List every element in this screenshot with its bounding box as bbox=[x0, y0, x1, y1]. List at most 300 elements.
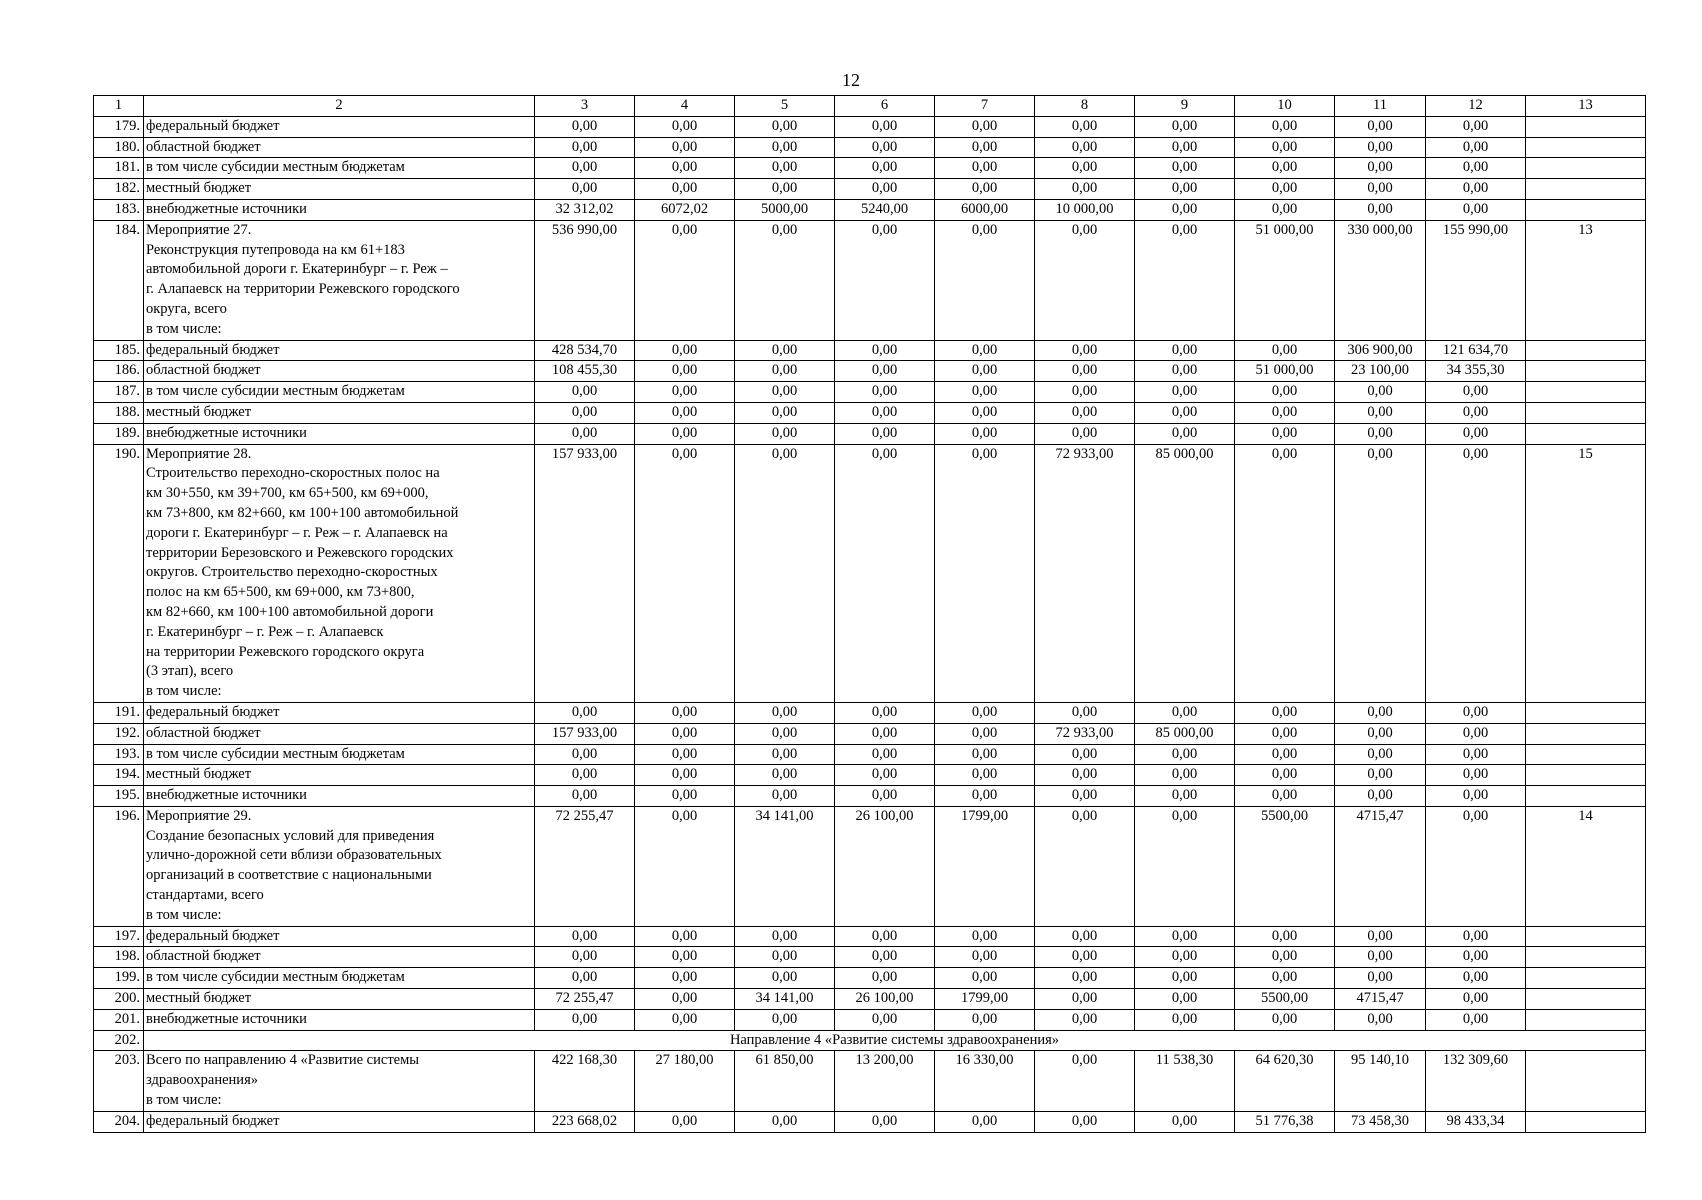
table-row bbox=[94, 444, 1646, 702]
value-cell: 0,00 bbox=[1235, 158, 1335, 179]
indicator-cell bbox=[1526, 137, 1646, 158]
indicator-cell bbox=[1526, 702, 1646, 723]
column-header: 5 bbox=[735, 96, 835, 117]
column-header: 3 bbox=[535, 96, 635, 117]
value-cell: 0,00 bbox=[635, 137, 735, 158]
row-number: 181. bbox=[94, 158, 144, 179]
value-cell: 73 458,30 bbox=[1335, 1111, 1426, 1132]
value-cell: 0,00 bbox=[535, 402, 635, 423]
row-name-line: в том числе субсидии местным бюджетам bbox=[146, 969, 405, 986]
value-cell: 0,00 bbox=[635, 744, 735, 765]
value-cell: 0,00 bbox=[1135, 382, 1235, 403]
indicator-cell bbox=[1526, 340, 1646, 361]
column-header: 12 bbox=[1426, 96, 1526, 117]
value-cell: 98 433,34 bbox=[1426, 1111, 1526, 1132]
value-cell: 0,00 bbox=[1035, 702, 1135, 723]
table-row bbox=[94, 1051, 1646, 1111]
row-name-line: (3 этап), всего bbox=[146, 663, 234, 680]
value-cell: 0,00 bbox=[1235, 402, 1335, 423]
indicator-cell bbox=[1526, 199, 1646, 220]
value-cell: 0,00 bbox=[635, 444, 735, 702]
value-cell: 0,00 bbox=[735, 968, 835, 989]
row-name-line: внебюджетные источники bbox=[146, 424, 307, 441]
value-cell: 0,00 bbox=[1235, 179, 1335, 200]
value-cell: 0,00 bbox=[835, 786, 935, 807]
value-cell: 0,00 bbox=[1235, 423, 1335, 444]
value-cell: 0,00 bbox=[635, 968, 735, 989]
value-cell: 51 776,38 bbox=[1235, 1111, 1335, 1132]
column-header: 6 bbox=[835, 96, 935, 117]
indicator-cell bbox=[1526, 1051, 1646, 1111]
value-cell: 0,00 bbox=[635, 786, 735, 807]
value-cell: 0,00 bbox=[835, 765, 935, 786]
row-name-line: стандартами, всего bbox=[146, 887, 264, 904]
value-cell: 0,00 bbox=[1335, 179, 1426, 200]
value-cell: 0,00 bbox=[935, 723, 1035, 744]
value-cell: 0,00 bbox=[1426, 444, 1526, 702]
table-row bbox=[94, 744, 1646, 765]
row-number: 190. bbox=[94, 444, 144, 702]
value-cell: 0,00 bbox=[1035, 179, 1135, 200]
budget-table bbox=[93, 95, 1646, 1133]
row-name-line: Мероприятие 29. bbox=[146, 807, 252, 824]
column-header: 4 bbox=[635, 96, 735, 117]
value-cell: 0,00 bbox=[1335, 968, 1426, 989]
value-cell: 0,00 bbox=[835, 361, 935, 382]
value-cell: 0,00 bbox=[835, 220, 935, 340]
row-number: 194. bbox=[94, 765, 144, 786]
value-cell: 0,00 bbox=[635, 402, 735, 423]
value-cell: 428 534,70 bbox=[535, 340, 635, 361]
value-cell: 0,00 bbox=[1426, 702, 1526, 723]
value-cell: 0,00 bbox=[735, 765, 835, 786]
value-cell: 0,00 bbox=[1426, 786, 1526, 807]
value-cell: 0,00 bbox=[1235, 340, 1335, 361]
value-cell: 0,00 bbox=[935, 137, 1035, 158]
value-cell: 0,00 bbox=[1235, 1009, 1335, 1030]
value-cell: 34 355,30 bbox=[1426, 361, 1526, 382]
indicator-cell bbox=[1526, 723, 1646, 744]
value-cell: 0,00 bbox=[1135, 1009, 1235, 1030]
value-cell: 0,00 bbox=[535, 702, 635, 723]
value-cell: 0,00 bbox=[535, 423, 635, 444]
value-cell: 0,00 bbox=[1335, 116, 1426, 137]
value-cell: 0,00 bbox=[1235, 926, 1335, 947]
value-cell: 121 634,70 bbox=[1426, 340, 1526, 361]
value-cell: 0,00 bbox=[535, 947, 635, 968]
row-name-line: Реконструкция путепровода на км 61+183 bbox=[146, 241, 405, 258]
row-name bbox=[144, 199, 535, 220]
table-row bbox=[94, 361, 1646, 382]
value-cell: 0,00 bbox=[835, 444, 935, 702]
value-cell: 26 100,00 bbox=[835, 989, 935, 1010]
value-cell: 0,00 bbox=[535, 137, 635, 158]
value-cell: 0,00 bbox=[1426, 1009, 1526, 1030]
row-name bbox=[144, 1111, 535, 1132]
header-row bbox=[94, 96, 1646, 117]
value-cell: 0,00 bbox=[735, 444, 835, 702]
row-name-line: Мероприятие 28. bbox=[146, 445, 252, 462]
value-cell: 0,00 bbox=[835, 116, 935, 137]
value-cell: 0,00 bbox=[1135, 926, 1235, 947]
value-cell: 0,00 bbox=[1135, 340, 1235, 361]
value-cell: 5500,00 bbox=[1235, 989, 1335, 1010]
value-cell: 223 668,02 bbox=[535, 1111, 635, 1132]
row-name-line: км 82+660, км 100+100 автомобильной дороги bbox=[146, 603, 434, 620]
value-cell: 0,00 bbox=[1235, 786, 1335, 807]
row-number: 195. bbox=[94, 786, 144, 807]
value-cell: 0,00 bbox=[1135, 989, 1235, 1010]
value-cell: 0,00 bbox=[1426, 382, 1526, 403]
value-cell: 0,00 bbox=[835, 744, 935, 765]
row-name-line: округа, всего bbox=[146, 300, 227, 317]
value-cell: 0,00 bbox=[1135, 137, 1235, 158]
value-cell: 157 933,00 bbox=[535, 444, 635, 702]
value-cell: 0,00 bbox=[1035, 158, 1135, 179]
table-row bbox=[94, 340, 1646, 361]
value-cell: 0,00 bbox=[1035, 116, 1135, 137]
value-cell: 0,00 bbox=[635, 220, 735, 340]
value-cell: 0,00 bbox=[1335, 423, 1426, 444]
row-number: 200. bbox=[94, 989, 144, 1010]
value-cell: 1799,00 bbox=[935, 806, 1035, 926]
value-cell: 0,00 bbox=[1426, 116, 1526, 137]
value-cell: 0,00 bbox=[1235, 723, 1335, 744]
row-name-line: на территории Режевского городского округа bbox=[146, 643, 425, 660]
value-cell: 0,00 bbox=[635, 1009, 735, 1030]
value-cell: 0,00 bbox=[1135, 702, 1235, 723]
row-name bbox=[144, 1009, 535, 1030]
row-name bbox=[144, 1051, 535, 1111]
column-header: 13 bbox=[1526, 96, 1646, 117]
indicator-cell bbox=[1526, 765, 1646, 786]
value-cell: 0,00 bbox=[1035, 361, 1135, 382]
value-cell: 0,00 bbox=[535, 765, 635, 786]
value-cell: 0,00 bbox=[535, 116, 635, 137]
indicator-cell bbox=[1526, 402, 1646, 423]
value-cell: 0,00 bbox=[735, 340, 835, 361]
column-header: 8 bbox=[1035, 96, 1135, 117]
value-cell: 0,00 bbox=[1426, 806, 1526, 926]
value-cell: 0,00 bbox=[735, 1009, 835, 1030]
row-name-line: г. Алапаевск на территории Режевского городского bbox=[146, 281, 460, 298]
value-cell: 0,00 bbox=[1335, 402, 1426, 423]
value-cell: 0,00 bbox=[935, 444, 1035, 702]
value-cell: 157 933,00 bbox=[535, 723, 635, 744]
value-cell: 155 990,00 bbox=[1426, 220, 1526, 340]
table-row bbox=[94, 137, 1646, 158]
value-cell: 0,00 bbox=[835, 340, 935, 361]
value-cell: 0,00 bbox=[635, 179, 735, 200]
value-cell: 0,00 bbox=[1235, 116, 1335, 137]
row-name bbox=[144, 926, 535, 947]
value-cell: 0,00 bbox=[935, 786, 1035, 807]
indicator-cell bbox=[1526, 744, 1646, 765]
value-cell: 0,00 bbox=[1035, 765, 1135, 786]
row-name-line: км 30+550, км 39+700, км 65+500, км 69+000, bbox=[146, 485, 429, 502]
row-number: 202. bbox=[94, 1030, 144, 1051]
value-cell: 0,00 bbox=[635, 361, 735, 382]
value-cell: 0,00 bbox=[835, 423, 935, 444]
value-cell: 0,00 bbox=[835, 158, 935, 179]
value-cell: 0,00 bbox=[835, 947, 935, 968]
row-number: 187. bbox=[94, 382, 144, 403]
value-cell: 32 312,02 bbox=[535, 199, 635, 220]
value-cell: 0,00 bbox=[635, 926, 735, 947]
table-row bbox=[94, 1009, 1646, 1030]
row-number: 183. bbox=[94, 199, 144, 220]
table-row bbox=[94, 723, 1646, 744]
value-cell: 0,00 bbox=[735, 220, 835, 340]
value-cell: 536 990,00 bbox=[535, 220, 635, 340]
value-cell: 72 255,47 bbox=[535, 806, 635, 926]
row-number: 185. bbox=[94, 340, 144, 361]
value-cell: 5240,00 bbox=[835, 199, 935, 220]
column-header: 11 bbox=[1335, 96, 1426, 117]
value-cell: 85 000,00 bbox=[1135, 723, 1235, 744]
value-cell: 0,00 bbox=[1426, 402, 1526, 423]
row-name-line: км 73+800, км 82+660, км 100+100 автомобильной bbox=[146, 504, 459, 521]
value-cell: 0,00 bbox=[935, 1009, 1035, 1030]
value-cell: 0,00 bbox=[1035, 744, 1135, 765]
value-cell: 27 180,00 bbox=[635, 1051, 735, 1111]
row-name-line: местный бюджет bbox=[146, 180, 252, 197]
table-row bbox=[94, 989, 1646, 1010]
value-cell: 0,00 bbox=[935, 340, 1035, 361]
value-cell: 0,00 bbox=[935, 947, 1035, 968]
table-row bbox=[94, 702, 1646, 723]
row-name-line: внебюджетные источники bbox=[146, 1010, 307, 1027]
value-cell: 0,00 bbox=[1335, 1009, 1426, 1030]
row-name-line: Мероприятие 27. bbox=[146, 221, 252, 238]
row-name-line: местный бюджет bbox=[146, 403, 252, 420]
row-name bbox=[144, 806, 535, 926]
value-cell: 108 455,30 bbox=[535, 361, 635, 382]
row-number: 198. bbox=[94, 947, 144, 968]
value-cell: 34 141,00 bbox=[735, 989, 835, 1010]
value-cell: 0,00 bbox=[1135, 179, 1235, 200]
value-cell: 0,00 bbox=[935, 220, 1035, 340]
row-name bbox=[144, 444, 535, 702]
row-number: 182. bbox=[94, 179, 144, 200]
row-number: 196. bbox=[94, 806, 144, 926]
row-name-line: областной бюджет bbox=[146, 138, 261, 155]
row-name bbox=[144, 765, 535, 786]
value-cell: 0,00 bbox=[1335, 382, 1426, 403]
value-cell: 0,00 bbox=[1035, 947, 1135, 968]
value-cell: 0,00 bbox=[1135, 199, 1235, 220]
row-name-line: федеральный бюджет bbox=[146, 341, 280, 358]
value-cell: 0,00 bbox=[735, 947, 835, 968]
table-row bbox=[94, 402, 1646, 423]
row-name-line: Всего по направлению 4 «Развитие системы bbox=[146, 1052, 420, 1069]
column-header: 10 bbox=[1235, 96, 1335, 117]
value-cell: 0,00 bbox=[1135, 947, 1235, 968]
value-cell: 0,00 bbox=[1135, 220, 1235, 340]
value-cell: 0,00 bbox=[935, 744, 1035, 765]
value-cell: 95 140,10 bbox=[1335, 1051, 1426, 1111]
value-cell: 0,00 bbox=[1235, 444, 1335, 702]
indicator-cell: 14 bbox=[1526, 806, 1646, 926]
value-cell: 0,00 bbox=[735, 179, 835, 200]
row-name-line: федеральный бюджет bbox=[146, 927, 280, 944]
row-name bbox=[144, 137, 535, 158]
value-cell: 0,00 bbox=[1035, 402, 1135, 423]
row-name-line: местный бюджет bbox=[146, 766, 252, 783]
row-name-line: внебюджетные источники bbox=[146, 200, 307, 217]
row-number: 186. bbox=[94, 361, 144, 382]
value-cell: 0,00 bbox=[635, 116, 735, 137]
row-name bbox=[144, 423, 535, 444]
value-cell: 11 538,30 bbox=[1135, 1051, 1235, 1111]
value-cell: 0,00 bbox=[735, 702, 835, 723]
indicator-cell bbox=[1526, 1111, 1646, 1132]
row-number: 204. bbox=[94, 1111, 144, 1132]
row-name-line: в том числе: bbox=[146, 906, 222, 923]
indicator-cell bbox=[1526, 947, 1646, 968]
value-cell: 0,00 bbox=[1335, 199, 1426, 220]
value-cell: 0,00 bbox=[1135, 116, 1235, 137]
value-cell: 0,00 bbox=[1335, 744, 1426, 765]
value-cell: 0,00 bbox=[1035, 806, 1135, 926]
value-cell: 0,00 bbox=[1235, 382, 1335, 403]
value-cell: 0,00 bbox=[1135, 968, 1235, 989]
row-name bbox=[144, 786, 535, 807]
row-name-line: здравоохранения» bbox=[146, 1072, 258, 1089]
table-row bbox=[94, 765, 1646, 786]
value-cell: 0,00 bbox=[1335, 765, 1426, 786]
row-number: 189. bbox=[94, 423, 144, 444]
value-cell: 0,00 bbox=[1135, 402, 1235, 423]
value-cell: 0,00 bbox=[1135, 423, 1235, 444]
row-name bbox=[144, 989, 535, 1010]
value-cell: 0,00 bbox=[735, 361, 835, 382]
value-cell: 0,00 bbox=[935, 158, 1035, 179]
value-cell: 0,00 bbox=[735, 926, 835, 947]
value-cell: 0,00 bbox=[1426, 137, 1526, 158]
row-name-line: в том числе: bbox=[146, 1092, 222, 1109]
indicator-cell bbox=[1526, 968, 1646, 989]
value-cell: 0,00 bbox=[1135, 806, 1235, 926]
value-cell: 5500,00 bbox=[1235, 806, 1335, 926]
value-cell: 0,00 bbox=[735, 744, 835, 765]
value-cell: 0,00 bbox=[1335, 723, 1426, 744]
value-cell: 4715,47 bbox=[1335, 989, 1426, 1010]
value-cell: 0,00 bbox=[935, 402, 1035, 423]
row-name bbox=[144, 382, 535, 403]
table-row bbox=[94, 806, 1646, 926]
value-cell: 0,00 bbox=[1426, 423, 1526, 444]
value-cell: 64 620,30 bbox=[1235, 1051, 1335, 1111]
row-name-line: областной бюджет bbox=[146, 948, 261, 965]
value-cell: 0,00 bbox=[1235, 744, 1335, 765]
row-number: 199. bbox=[94, 968, 144, 989]
indicator-cell bbox=[1526, 989, 1646, 1010]
indicator-cell bbox=[1526, 423, 1646, 444]
value-cell: 0,00 bbox=[835, 968, 935, 989]
value-cell: 0,00 bbox=[735, 423, 835, 444]
value-cell: 72 255,47 bbox=[535, 989, 635, 1010]
page-number: 12 bbox=[842, 70, 860, 90]
row-number: 197. bbox=[94, 926, 144, 947]
value-cell: 23 100,00 bbox=[1335, 361, 1426, 382]
value-cell: 0,00 bbox=[1135, 765, 1235, 786]
value-cell: 0,00 bbox=[735, 382, 835, 403]
value-cell: 0,00 bbox=[1035, 340, 1135, 361]
value-cell: 0,00 bbox=[635, 989, 735, 1010]
value-cell: 0,00 bbox=[835, 179, 935, 200]
value-cell: 0,00 bbox=[1235, 137, 1335, 158]
table-row bbox=[94, 116, 1646, 137]
value-cell: 0,00 bbox=[1235, 968, 1335, 989]
indicator-cell bbox=[1526, 382, 1646, 403]
value-cell: 61 850,00 bbox=[735, 1051, 835, 1111]
row-name-line: внебюджетные источники bbox=[146, 787, 307, 804]
row-number: 193. bbox=[94, 744, 144, 765]
value-cell: 72 933,00 bbox=[1035, 444, 1135, 702]
value-cell: 0,00 bbox=[1035, 423, 1135, 444]
value-cell: 0,00 bbox=[935, 423, 1035, 444]
row-number: 203. bbox=[94, 1051, 144, 1111]
value-cell: 0,00 bbox=[535, 786, 635, 807]
value-cell: 0,00 bbox=[1035, 989, 1135, 1010]
value-cell: 0,00 bbox=[535, 382, 635, 403]
value-cell: 0,00 bbox=[1035, 1009, 1135, 1030]
value-cell: 0,00 bbox=[735, 1111, 835, 1132]
value-cell: 0,00 bbox=[935, 116, 1035, 137]
value-cell: 0,00 bbox=[835, 723, 935, 744]
table-row bbox=[94, 423, 1646, 444]
value-cell: 0,00 bbox=[1335, 158, 1426, 179]
row-number: 192. bbox=[94, 723, 144, 744]
value-cell: 0,00 bbox=[1335, 444, 1426, 702]
value-cell: 0,00 bbox=[835, 402, 935, 423]
row-name-line: в том числе субсидии местным бюджетам bbox=[146, 159, 405, 176]
value-cell: 0,00 bbox=[535, 158, 635, 179]
value-cell: 0,00 bbox=[1235, 199, 1335, 220]
indicator-cell bbox=[1526, 179, 1646, 200]
value-cell: 0,00 bbox=[935, 926, 1035, 947]
row-name-line: в том числе субсидии местным бюджетам bbox=[146, 383, 405, 400]
row-name-line: федеральный бюджет bbox=[146, 117, 280, 134]
row-name-line: в том числе субсидии местным бюджетам bbox=[146, 745, 405, 762]
row-name-line: местный бюджет bbox=[146, 990, 252, 1007]
value-cell: 0,00 bbox=[735, 402, 835, 423]
value-cell: 0,00 bbox=[735, 786, 835, 807]
value-cell: 0,00 bbox=[1335, 786, 1426, 807]
value-cell: 10 000,00 bbox=[1035, 199, 1135, 220]
row-name-line: в том числе: bbox=[146, 320, 222, 337]
table-body bbox=[94, 116, 1646, 1132]
value-cell: 0,00 bbox=[1426, 947, 1526, 968]
row-name bbox=[144, 361, 535, 382]
value-cell: 0,00 bbox=[1235, 765, 1335, 786]
row-name-line: округов. Строительство переходно-скоростных bbox=[146, 564, 438, 581]
value-cell: 13 200,00 bbox=[835, 1051, 935, 1111]
value-cell: 0,00 bbox=[935, 1111, 1035, 1132]
value-cell: 0,00 bbox=[635, 340, 735, 361]
row-name-line: организаций в соответствие с национальными bbox=[146, 867, 432, 884]
value-cell: 0,00 bbox=[1135, 744, 1235, 765]
row-name-line: Строительство переходно-скоростных полос на bbox=[146, 465, 440, 482]
row-number: 184. bbox=[94, 220, 144, 340]
value-cell: 0,00 bbox=[1426, 158, 1526, 179]
value-cell: 0,00 bbox=[935, 765, 1035, 786]
value-cell: 0,00 bbox=[635, 382, 735, 403]
value-cell: 0,00 bbox=[835, 926, 935, 947]
value-cell: 0,00 bbox=[1235, 702, 1335, 723]
value-cell: 0,00 bbox=[1035, 926, 1135, 947]
